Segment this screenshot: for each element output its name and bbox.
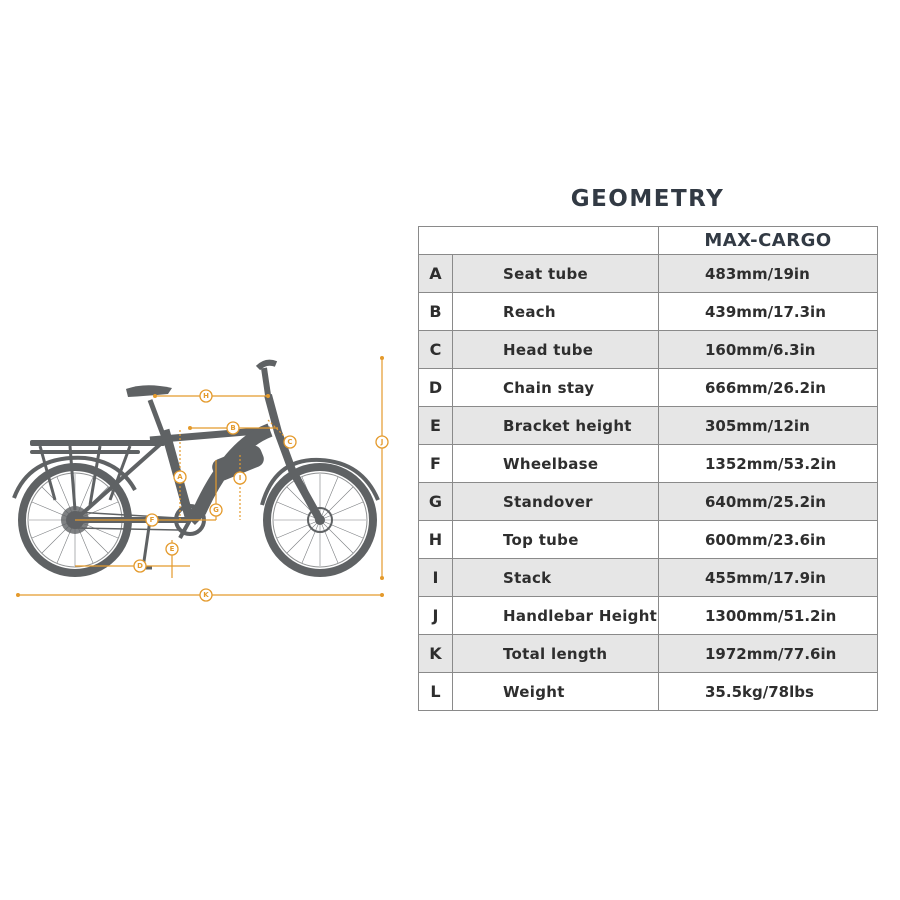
row-label: Seat tube bbox=[453, 255, 659, 293]
drivetrain bbox=[61, 506, 204, 568]
svg-text:H: H bbox=[203, 392, 209, 400]
model-name: MAX-CARGO bbox=[659, 227, 878, 255]
row-letter: A bbox=[419, 255, 453, 293]
svg-text:C: C bbox=[287, 438, 293, 446]
marker-b bbox=[227, 422, 239, 434]
table-row bbox=[419, 559, 878, 597]
svg-text:D: D bbox=[137, 562, 143, 570]
table-row bbox=[419, 331, 878, 369]
table-row bbox=[419, 369, 878, 407]
row-value: 1972mm/77.6in bbox=[659, 635, 878, 673]
table-row bbox=[419, 597, 878, 635]
marker-g bbox=[210, 504, 222, 516]
marker-c bbox=[284, 436, 296, 448]
row-value: 483mm/19in bbox=[659, 255, 878, 293]
marker-f bbox=[146, 514, 158, 526]
row-label: Weight bbox=[453, 673, 659, 711]
table-header-row bbox=[419, 227, 878, 255]
row-label: Bracket height bbox=[453, 407, 659, 445]
marker-d bbox=[134, 560, 146, 572]
row-letter: I bbox=[419, 559, 453, 597]
geometry-table bbox=[418, 226, 878, 711]
marker-k bbox=[200, 589, 212, 601]
row-value: 600mm/23.6in bbox=[659, 521, 878, 559]
table-row bbox=[419, 483, 878, 521]
row-letter: F bbox=[419, 445, 453, 483]
table-row bbox=[419, 293, 878, 331]
row-label: Chain stay bbox=[453, 369, 659, 407]
row-label: Top tube bbox=[453, 521, 659, 559]
row-value: 305mm/12in bbox=[659, 407, 878, 445]
row-value: 1300mm/51.2in bbox=[659, 597, 878, 635]
table-row bbox=[419, 673, 878, 711]
row-letter: B bbox=[419, 293, 453, 331]
row-value: 666mm/26.2in bbox=[659, 369, 878, 407]
marker-i bbox=[234, 472, 246, 484]
marker-e bbox=[166, 543, 178, 555]
geometry-title: GEOMETRY bbox=[570, 186, 725, 212]
row-letter: K bbox=[419, 635, 453, 673]
row-letter: J bbox=[419, 597, 453, 635]
svg-text:G: G bbox=[213, 506, 219, 514]
svg-text:B: B bbox=[230, 424, 236, 432]
marker-h bbox=[200, 390, 212, 402]
row-label: Total length bbox=[453, 635, 659, 673]
table-row bbox=[419, 255, 878, 293]
svg-text:A: A bbox=[177, 473, 183, 481]
row-value: 160mm/6.3in bbox=[659, 331, 878, 369]
table-row bbox=[419, 521, 878, 559]
row-label: Head tube bbox=[453, 331, 659, 369]
marker-j bbox=[376, 436, 388, 448]
row-label: Reach bbox=[453, 293, 659, 331]
row-letter: C bbox=[419, 331, 453, 369]
marker-a bbox=[174, 471, 186, 483]
row-value: 640mm/25.2in bbox=[659, 483, 878, 521]
svg-text:E: E bbox=[169, 545, 175, 553]
svg-text:I: I bbox=[238, 474, 242, 482]
row-letter: H bbox=[419, 521, 453, 559]
row-letter: L bbox=[419, 673, 453, 711]
row-letter: E bbox=[419, 407, 453, 445]
row-value: 35.5kg/78lbs bbox=[659, 673, 878, 711]
table-row bbox=[419, 635, 878, 673]
row-value: 439mm/17.3in bbox=[659, 293, 878, 331]
row-label: Stack bbox=[453, 559, 659, 597]
row-value: 455mm/17.9in bbox=[659, 559, 878, 597]
svg-text:F: F bbox=[149, 516, 155, 524]
row-value: 1352mm/53.2in bbox=[659, 445, 878, 483]
row-letter: D bbox=[419, 369, 453, 407]
header-blank-cell bbox=[419, 227, 659, 255]
row-label: Standover bbox=[453, 483, 659, 521]
table-row bbox=[419, 445, 878, 483]
table-row bbox=[419, 407, 878, 445]
svg-text:J: J bbox=[380, 438, 384, 446]
row-label: Wheelbase bbox=[453, 445, 659, 483]
row-label: Handlebar Height bbox=[453, 597, 659, 635]
bike-diagram bbox=[0, 340, 400, 620]
svg-text:K: K bbox=[203, 591, 209, 599]
row-letter: G bbox=[419, 483, 453, 521]
